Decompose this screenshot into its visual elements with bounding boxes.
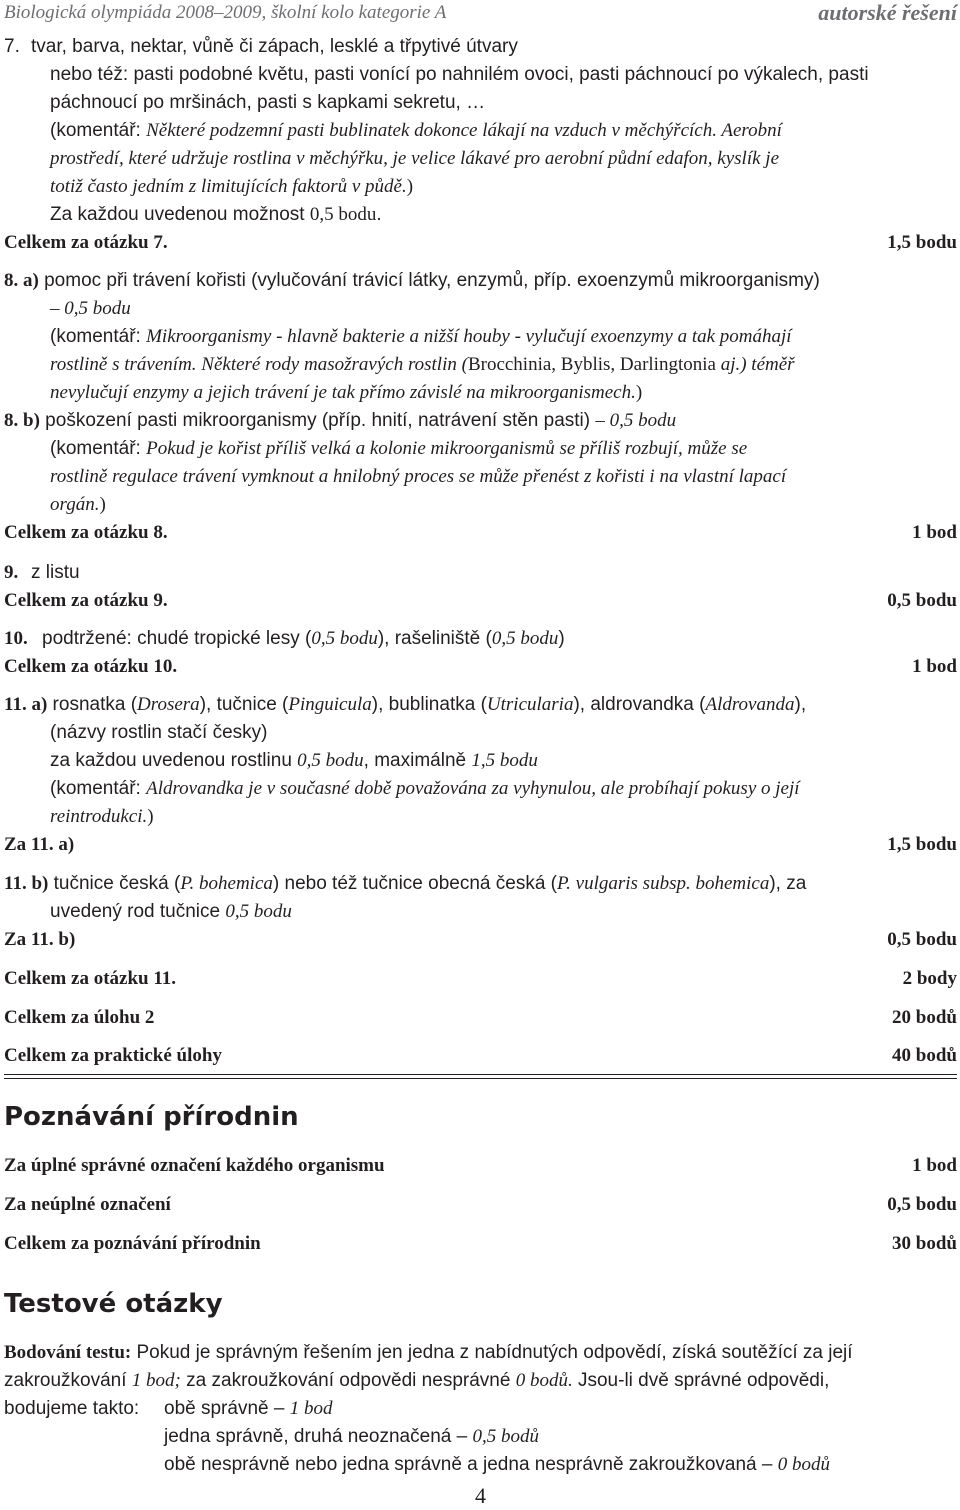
divider-rule-2 [4,1078,957,1079]
q9-total-points: 0,5 bodu [887,590,957,611]
task2-total-row [4,1007,957,1029]
recognition-row-2-points: 0,5 bodu [887,1194,957,1215]
q8b-comment-line-3: orgán.) [50,494,106,515]
q7-comment-line-2: prostředí, které udržuje rostlina v měchýřku, je velice lákavé pro aerobní půdní edafon, kyslík je [50,148,780,169]
task2-total-points: 20 bodů [892,1007,957,1028]
q8-total-label: Celkem za otázku 8. [4,522,168,543]
divider-rule-1 [4,1074,957,1075]
q11b-total-points: 0,5 bodu [887,929,957,950]
q8a-comment-line-2: rostlině s trávením. Některé rody masožravých rostlin (Brocchinia, Byblis, Darlingtonia aj.) téměř [50,354,795,375]
q8b-line-1: 8. b) poškození pasti mikroorganismy (příp. hnití, natrávení stěn pasti) – 0,5 bodu [4,410,677,431]
test-line-2: zakroužkování 1 bod; za zakroužkování odpovědi nesprávné 0 bodů. Jsou-li dvě správné odpovědi, [4,1370,830,1391]
q7-answer-line-1: tvar, barva, nektar, vůně či zápach, lesklé a třpytivé útvary [31,36,518,57]
q11a-line-1: 11. a) rosnatka (Drosera), tučnice (Pinguicula), bublinatka (Utricularia), aldrovandka (Aldrovanda), [4,694,807,715]
q7-total-label: Celkem za otázku 7. [4,232,168,253]
q8a-line-1: 8. a) pomoc při trávení kořisti (vylučování trávicí látky, enzymů, příp. exoenzymů mikroorganismy) [4,270,820,291]
practical-total-row [4,1045,957,1067]
q9-total-label: Celkem za otázku 9. [4,590,168,611]
q7-line-1 [4,36,957,58]
recognition-total-label: Celkem za poznávání přírodnin [4,1233,261,1254]
q8-total-points: 1 bod [912,522,957,543]
q11a-comment-line-1: (komentář: Aldrovandka je v současné době považována za vyhynulou, ale probíhají pokusy o její [50,778,800,799]
q7-answer-line-3: páchnoucí po mršinách, pasti s kapkami sekretu, … [50,92,486,113]
q11b-total-label: Za 11. b) [4,929,76,950]
q10-total-row [4,656,957,678]
q10-total-label: Celkem za otázku 10. [4,656,178,677]
q7-total-row [4,232,957,254]
recognition-title: Poznávání přírodnin [4,1102,299,1132]
test-line-3: bodujeme takto: obě správně – 1 bod [4,1398,333,1419]
q11b-line-2: uvedený rod tučnice 0,5 bodu [50,901,292,922]
q9-line [4,562,957,584]
recognition-row-1 [4,1155,957,1177]
q11a-total-label: Za 11. a) [4,834,75,855]
recognition-row-1-label: Za úplné správné označení každého organismu [4,1155,385,1176]
q7-comment-line-1: (komentář: Některé podzemní pasti bublinatek dokonce lákají na vzduch v měchýřcích. Aerobní [50,120,782,141]
q11-total-label: Celkem za otázku 11. [4,968,177,989]
q11a-total-row [4,834,957,856]
q8a-comment-line-3: nevylučují enzymy a jejich trávení je tak přímo závislé na mikroorganismech.) [50,382,643,403]
q7-scoring-note: Za každou uvedenou možnost 0,5 bodu. [50,204,382,225]
q11b-line-1: 11. b) tučnice česká (P. bohemica) nebo též tučnice obecná česká (P. vulgaris subsp. bohemica), za [4,873,807,894]
q11a-line-2: (názvy rostlin stačí česky) [50,722,268,743]
q11b-total-row [4,929,957,951]
q11a-comment-line-2: reintrodukci.) [50,806,154,827]
recognition-row-2-label: Za neúplné označení [4,1194,171,1215]
q8b-comment-line-1: (komentář: Pokud je kořist příliš velká a kolonie mikroorganismů se příliš rozbují, může se [50,438,748,459]
running-header: Biologická olympiáda 2008–2009, školní kolo kategorie A [4,2,447,23]
practical-total-label: Celkem za praktické úlohy [4,1045,222,1066]
q7-comment-line-3: totiž často jedním z limitujících faktorů v půdě.) [50,176,414,197]
header-solution-label: autorské řešení [818,0,957,25]
recognition-total-points: 30 bodů [892,1233,957,1254]
q8b-comment-line-2: rostlině regulace trávení vymknout a hnilobný proces se může přenést z kořisti i na vlastní lapací [50,466,787,487]
q10-number: 10. [4,628,28,649]
q10-answer: podtržené: chudé tropické lesy (0,5 bodu), rašeliniště (0,5 bodu) [42,628,565,649]
q7-number: 7. [4,36,20,57]
q7-total-points: 1,5 bodu [887,232,957,253]
q10-total-points: 1 bod [912,656,957,677]
q9-number: 9. [4,562,19,583]
practical-total-points: 40 bodů [892,1045,957,1066]
page [4,0,957,1510]
q9-total-row [4,590,957,612]
test-title: Testové otázky [4,1289,223,1319]
q8a-points: – 0,5 bodu [50,298,131,319]
q8a-comment-line-1: (komentář: Mikroorganismy - hlavně bakterie a nižší houby - vylučují exoenzymy a tak pomáhají [50,326,792,347]
q11-total-row [4,968,957,990]
q11a-line-3: za každou uvedenou rostlinu 0,5 bodu, maximálně 1,5 bodu [50,750,538,771]
q7-answer-line-2: nebo též: pasti podobné květu, pasti vonící po nahnilém ovoci, pasti páchnoucí po výkalech, pasti [50,64,869,85]
test-line-1: Bodování testu: Pokud je správným řešením jen jedna z nabídnutých odpovědí, získá soutěžící za její [4,1342,853,1363]
q11-total-points: 2 body [902,968,957,989]
task2-total-label: Celkem za úlohu 2 [4,1007,155,1028]
q9-answer: z listu [31,562,80,583]
test-line-5: obě nesprávně nebo jedna správně a jedna nesprávně zakroužkovaná – 0 bodů [164,1454,830,1475]
q8-total-row [4,522,957,544]
test-line-4: jedna správně, druhá neoznačená – 0,5 bodů [164,1426,539,1447]
page-number: 4 [475,1483,486,1508]
q11a-total-points: 1,5 bodu [887,834,957,855]
recognition-row-2 [4,1194,957,1216]
q10-line [4,628,957,650]
recognition-row-1-points: 1 bod [912,1155,957,1176]
recognition-total-row [4,1233,957,1255]
